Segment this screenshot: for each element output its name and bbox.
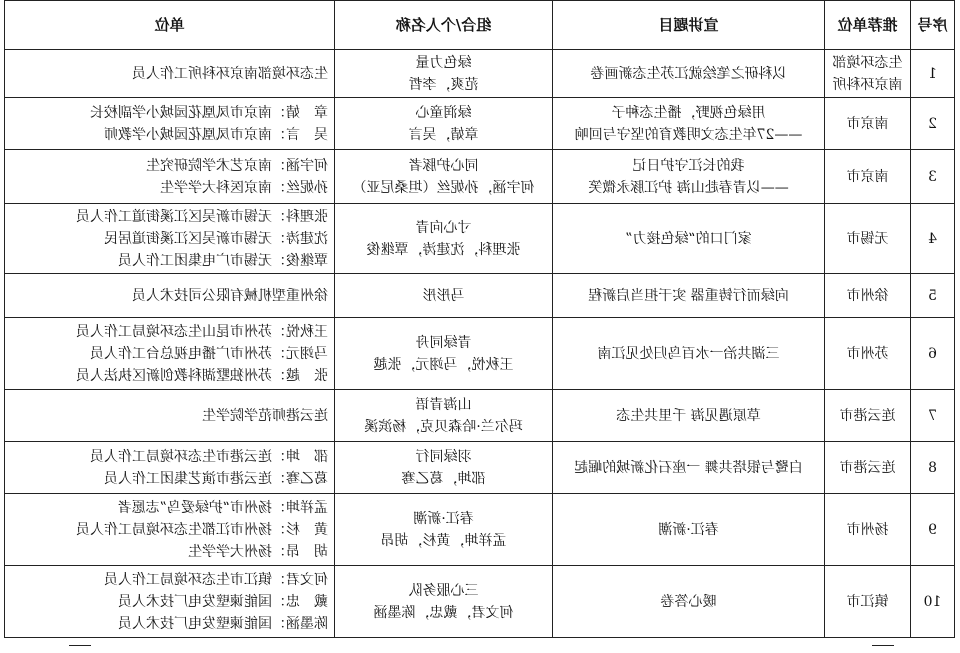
cell-group-name-line: 寸心向青 <box>415 219 472 236</box>
cell-group-name <box>335 150 553 204</box>
table-row <box>5 150 955 204</box>
cell-member-unit-line: 吴 言：南京市凤凰花园城小学教师 <box>104 126 328 143</box>
table-row <box>5 318 955 390</box>
cell-recommending-unit-line: 南京市 <box>846 168 889 185</box>
footer-rule-left <box>69 645 91 646</box>
cell-recommending-unit <box>825 150 911 204</box>
cell-talk-title-line: 白鹭与银塔共舞 一座石化新城的崛起 <box>574 459 803 476</box>
cell-member-unit-line: 戴 忠：国能谏壁发电厂技术人员 <box>118 593 328 610</box>
table-row <box>5 274 955 318</box>
cell-group-name <box>335 318 553 390</box>
cell-member-unit-line: 章 婧：南京市凤凰花园城小学副校长 <box>90 104 328 121</box>
cell-member-unit-line: 王秋悦：苏州市昆山生态环境局工作人员 <box>76 323 328 340</box>
header-recommending-unit: 推荐单位 <box>825 1 911 50</box>
cell-member-unit <box>5 274 335 318</box>
cell-recommending-unit <box>825 494 911 566</box>
table-row <box>5 390 955 442</box>
cell-member-unit <box>5 204 335 274</box>
header-no: 序号 <box>911 1 955 50</box>
cell-recommending-unit-line: 扬州市 <box>846 521 889 538</box>
cell-group-name-line: 邵坤，葛乙骞 <box>401 470 486 487</box>
cell-group-name <box>335 494 553 566</box>
cell-talk-title-line: 我的长江守护日记 <box>632 157 745 174</box>
cell-recommending-unit <box>825 50 911 98</box>
cell-talk-title <box>553 50 825 98</box>
cell-group-name-line: 玛尔兰·哈森贝克，杨滨溪 <box>364 418 523 435</box>
cell-member-unit-line: 张理科：无锡市新吴区江溪街道工作人员 <box>76 208 328 225</box>
speaker-list-table <box>4 0 955 638</box>
cell-recommending-unit-line: 南京市 <box>846 115 889 132</box>
cell-talk-title-line: 用绿色视野，播生态种子 <box>611 104 766 121</box>
cell-no: 1 <box>911 50 955 98</box>
table-row <box>5 98 955 150</box>
cell-group-name-line: 章婧，吴言 <box>408 126 479 143</box>
cell-member-unit <box>5 566 335 638</box>
cell-no: 10 <box>911 566 955 638</box>
header-group-name: 组合/个人名称 <box>335 1 553 50</box>
cell-group-name <box>335 98 553 150</box>
cell-member-unit <box>5 98 335 150</box>
cell-recommending-unit-line: 苏州市 <box>846 345 889 362</box>
cell-recommending-unit-line: 无锡市 <box>846 230 889 247</box>
cell-group-name-line: 张理科，沈建涛，覃继俊 <box>366 241 521 258</box>
cell-group-name-line: 同心护豚者 <box>408 157 479 174</box>
cell-talk-title-line: ——以青春赴山海 护江豚永微笑 <box>588 179 789 196</box>
cell-group-name-line: 三心服务队 <box>408 582 479 599</box>
cell-group-name-line: 王秋悦，马翊元，张越 <box>373 356 514 373</box>
cell-talk-title-line: 草原遇见海 千里共生态 <box>616 407 761 424</box>
cell-no: 2 <box>911 98 955 150</box>
cell-recommending-unit <box>825 442 911 494</box>
cell-group-name <box>335 442 553 494</box>
cell-group-name <box>335 390 553 442</box>
cell-talk-title <box>553 204 825 274</box>
cell-talk-title <box>553 442 825 494</box>
table-row <box>5 50 955 98</box>
cell-member-unit-line: 黄 杉：扬州市江都生态环境局工作人员 <box>76 521 328 538</box>
cell-member-unit-line: 孙妮丝：南京医科大学学生 <box>160 179 328 196</box>
cell-talk-title <box>553 318 825 390</box>
cell-member-unit-line: 何宇涵：南京艺术学院研究生 <box>146 157 328 174</box>
cell-member-unit <box>5 390 335 442</box>
cell-talk-title <box>553 566 825 638</box>
cell-talk-title <box>553 98 825 150</box>
cell-talk-title-line: ——27年生态文明教育的坚守与回响 <box>574 126 803 143</box>
cell-recommending-unit <box>825 318 911 390</box>
cell-member-unit <box>5 50 335 98</box>
table-row <box>5 204 955 274</box>
cell-talk-title <box>553 150 825 204</box>
cell-talk-title-line: 三湖共治一水百鸟归处见江南 <box>597 345 780 362</box>
cell-member-unit-line: 马翊元：苏州市广播电视总台工作人员 <box>90 345 328 362</box>
cell-group-name <box>335 274 553 318</box>
cell-recommending-unit-line: 生态环境部 <box>832 54 903 71</box>
cell-no: 6 <box>911 318 955 390</box>
cell-talk-title <box>553 494 825 566</box>
header-member-unit: 单位 <box>5 1 335 50</box>
cell-group-name-line: 青绿同舟 <box>415 334 472 351</box>
cell-recommending-unit <box>825 390 911 442</box>
cell-recommending-unit-line: 徐州市 <box>846 287 889 304</box>
cell-member-unit <box>5 442 335 494</box>
cell-group-name <box>335 50 553 98</box>
cell-member-unit-line: 覃继俊：无锡市广电集团工作人员 <box>118 252 328 269</box>
cell-no: 9 <box>911 494 955 566</box>
cell-recommending-unit <box>825 98 911 150</box>
cell-member-unit-line: 沈建涛：无锡市新吴区江溪街道居民 <box>104 230 328 247</box>
cell-no: 7 <box>911 390 955 442</box>
cell-talk-title <box>553 274 825 318</box>
table-row <box>5 494 955 566</box>
cell-recommending-unit-line: 连云港市 <box>839 407 896 424</box>
cell-member-unit-line: 生态环境部南京环科所工作人员 <box>132 65 328 82</box>
cell-group-name-line: 何文君，戴忠，陈墨涵 <box>373 604 514 621</box>
cell-member-unit <box>5 150 335 204</box>
cell-group-name-line: 何宇涵，孙妮丝（坦桑尼亚） <box>352 179 535 196</box>
cell-recommending-unit <box>825 274 911 318</box>
cell-talk-title <box>553 390 825 442</box>
cell-member-unit-line: 徐州重型机械有限公司技术人员 <box>132 287 328 304</box>
cell-member-unit <box>5 494 335 566</box>
cell-group-name-line: 羽绿同行 <box>415 448 472 465</box>
cell-member-unit-line: 邵 坤：连云港市生态环境局工作人员 <box>90 448 328 465</box>
cell-no: 5 <box>911 274 955 318</box>
cell-no: 8 <box>911 442 955 494</box>
cell-recommending-unit-line: 连云港市 <box>839 459 896 476</box>
cell-recommending-unit <box>825 204 911 274</box>
cell-group-name-line: 绿润童心 <box>415 104 472 121</box>
table-header-row <box>5 1 955 50</box>
cell-recommending-unit-line: 镇江市 <box>846 593 889 610</box>
cell-recommending-unit <box>825 566 911 638</box>
header-talk-title: 宣讲题目 <box>553 1 825 50</box>
cell-no: 4 <box>911 204 955 274</box>
cell-group-name <box>335 204 553 274</box>
cell-group-name-line: 绿色力量 <box>415 54 472 71</box>
cell-member-unit-line: 何文君：镇江市生态环境局工作人员 <box>104 571 328 588</box>
table-row <box>5 442 955 494</box>
cell-member-unit-line: 张 越：苏州独墅湖科教创新区执法人员 <box>76 367 328 384</box>
cell-group-name-line: 山海青语 <box>415 396 472 413</box>
cell-group-name-line: 马彤彤 <box>422 287 465 304</box>
cell-member-unit <box>5 318 335 390</box>
cell-recommending-unit-line: 南京环科所 <box>832 76 903 93</box>
cell-group-name-line: 孟祥坤，黄杉，胡昂 <box>380 532 507 549</box>
cell-group-name-line: 范爽，李哲 <box>408 76 479 93</box>
cell-talk-title-line: 暖心答卷 <box>660 593 717 610</box>
mirrored-table-container <box>5 0 955 638</box>
cell-no: 3 <box>911 150 955 204</box>
cell-group-name-line: 春江·新潮 <box>413 510 474 527</box>
cell-talk-title-line: 家门口的“绿色接力” <box>625 230 752 247</box>
cell-member-unit-line: 胡 昂：扬州大学学生 <box>188 543 328 560</box>
cell-talk-title-line: 向绿而行铸重器 实干担当启新程 <box>588 287 789 304</box>
cell-member-unit-line: 陈墨涵：国能谏壁发电厂技术人员 <box>118 615 328 632</box>
cell-group-name <box>335 566 553 638</box>
table-row <box>5 566 955 638</box>
cell-member-unit-line: 葛乙骞：连云港市演艺集团工作人员 <box>104 470 328 487</box>
cell-member-unit-line: 孟祥坤：扬州市“护绿爱鸟”志愿者 <box>117 499 328 516</box>
cell-talk-title-line: 春江·新潮 <box>658 521 719 538</box>
cell-talk-title-line: 以科研之笔绘就江苏生态新画卷 <box>590 65 787 82</box>
footer-rule-right <box>872 645 894 646</box>
cell-member-unit-line: 连云港师范学院学生 <box>202 407 328 424</box>
